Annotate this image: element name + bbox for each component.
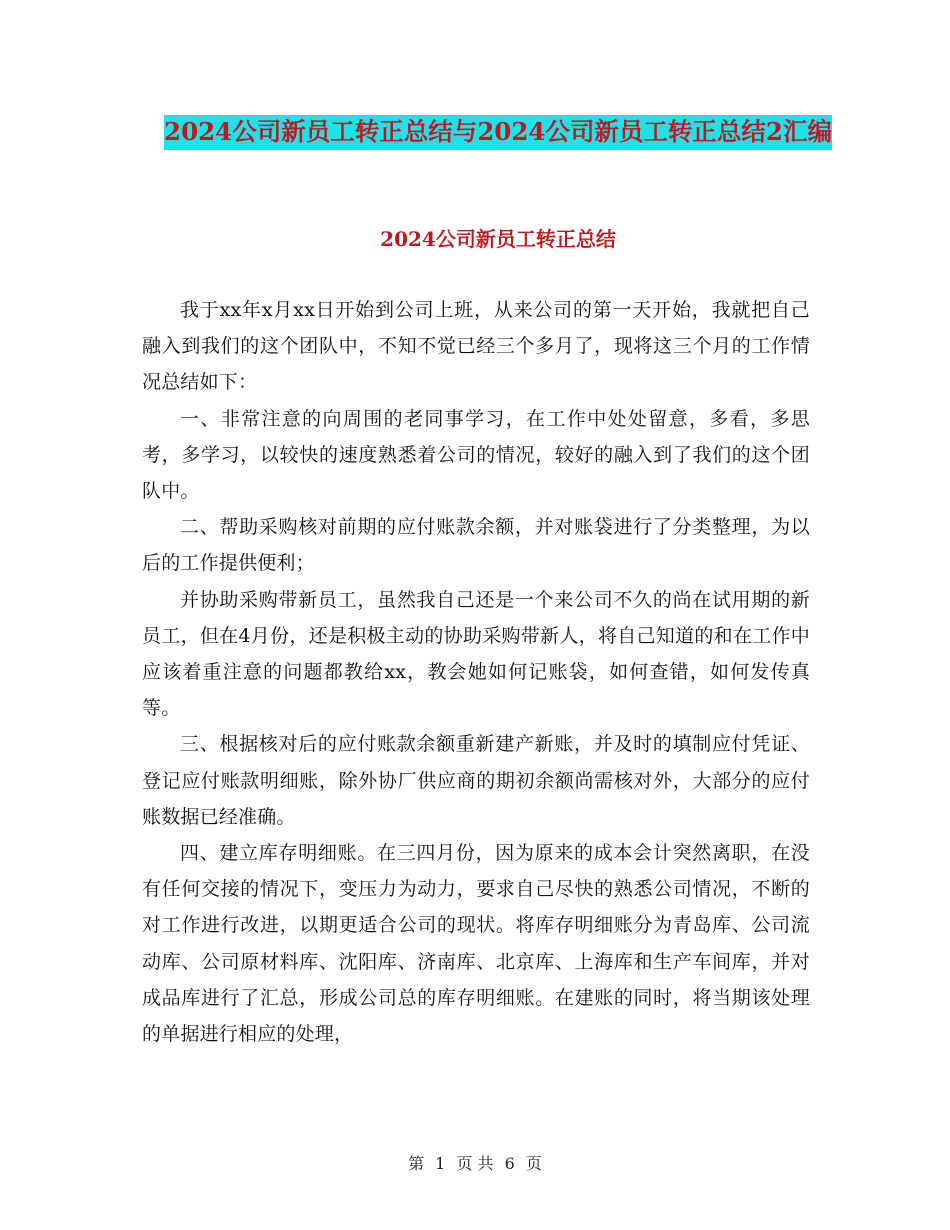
- paragraph-item-4: 四、建立库存明细账。在三四月份，因为原来的成本会计突然离职，在没有任何交接的情况下，变压力为动力，要求自己尽快的熟悉公司情况，不断的对工作进行改进，以期更适合公司的现状。将库存明细账分为青岛库、公司流动库、公司原材料库、沈阳库、济南库、北京库、上海库和生产车间库，并对成品库进行了汇总，形成公司总的库存明细账。在建账的同时，将当期该处理的单据进行相应的处理，: [142, 842, 810, 1046]
- footer-total-pages: 6: [504, 1154, 515, 1173]
- paragraph-item-2-cont: 并协助采购带新员工，虽然我自己还是一个来公司不久的尚在试用期的新员工，但在4月份，还是积极主动的协助采购带新人，将自己知道的和在工作中应该着重注意的问题都教给xx，教会她如何记账袋，如何查错，如何发传真等。: [142, 588, 810, 720]
- paragraph-intro: 我于xx年x月xx日开始到公司上班，从来公司的第一天开始，我就把自己融入到我们的这个团队中，不知不觉已经三个多月了，现将这三个月的工作情况总结如下：: [142, 299, 810, 394]
- footer-prefix: 第: [408, 1154, 425, 1173]
- section-heading: 2024公司新员工转正总结: [380, 227, 616, 251]
- title-highlight: 2024公司新员工转正总结与2024公司新员工转正总结2汇编: [164, 115, 832, 150]
- document-title: [140, 112, 856, 152]
- paragraph-item-2: 二、帮助采购核对前期的应付账款余额，并对账袋进行了分类整理，为以后的工作提供便利；: [142, 516, 810, 575]
- paragraph-item-3: 三、根据核对后的应付账款余额重新建产新账，并及时的填制应付凭证、登记应付账款明细账，除外协厂供应商的期初余额尚需核对外，大部分的应付账数据已经准确。: [142, 733, 810, 828]
- paragraph-item-1: 一、非常注意的向周围的老同事学习，在工作中处处留意，多看，多思考，多学习，以较快的速度熟悉着公司的情况，较好的融入到了我们的这个团队中。: [142, 407, 810, 503]
- footer-page-number: 1: [435, 1154, 446, 1173]
- body-text: [142, 292, 810, 1052]
- footer-mid: 页 共: [456, 1154, 494, 1173]
- page-footer: [0, 1152, 950, 1176]
- footer-suffix: 页: [525, 1154, 542, 1173]
